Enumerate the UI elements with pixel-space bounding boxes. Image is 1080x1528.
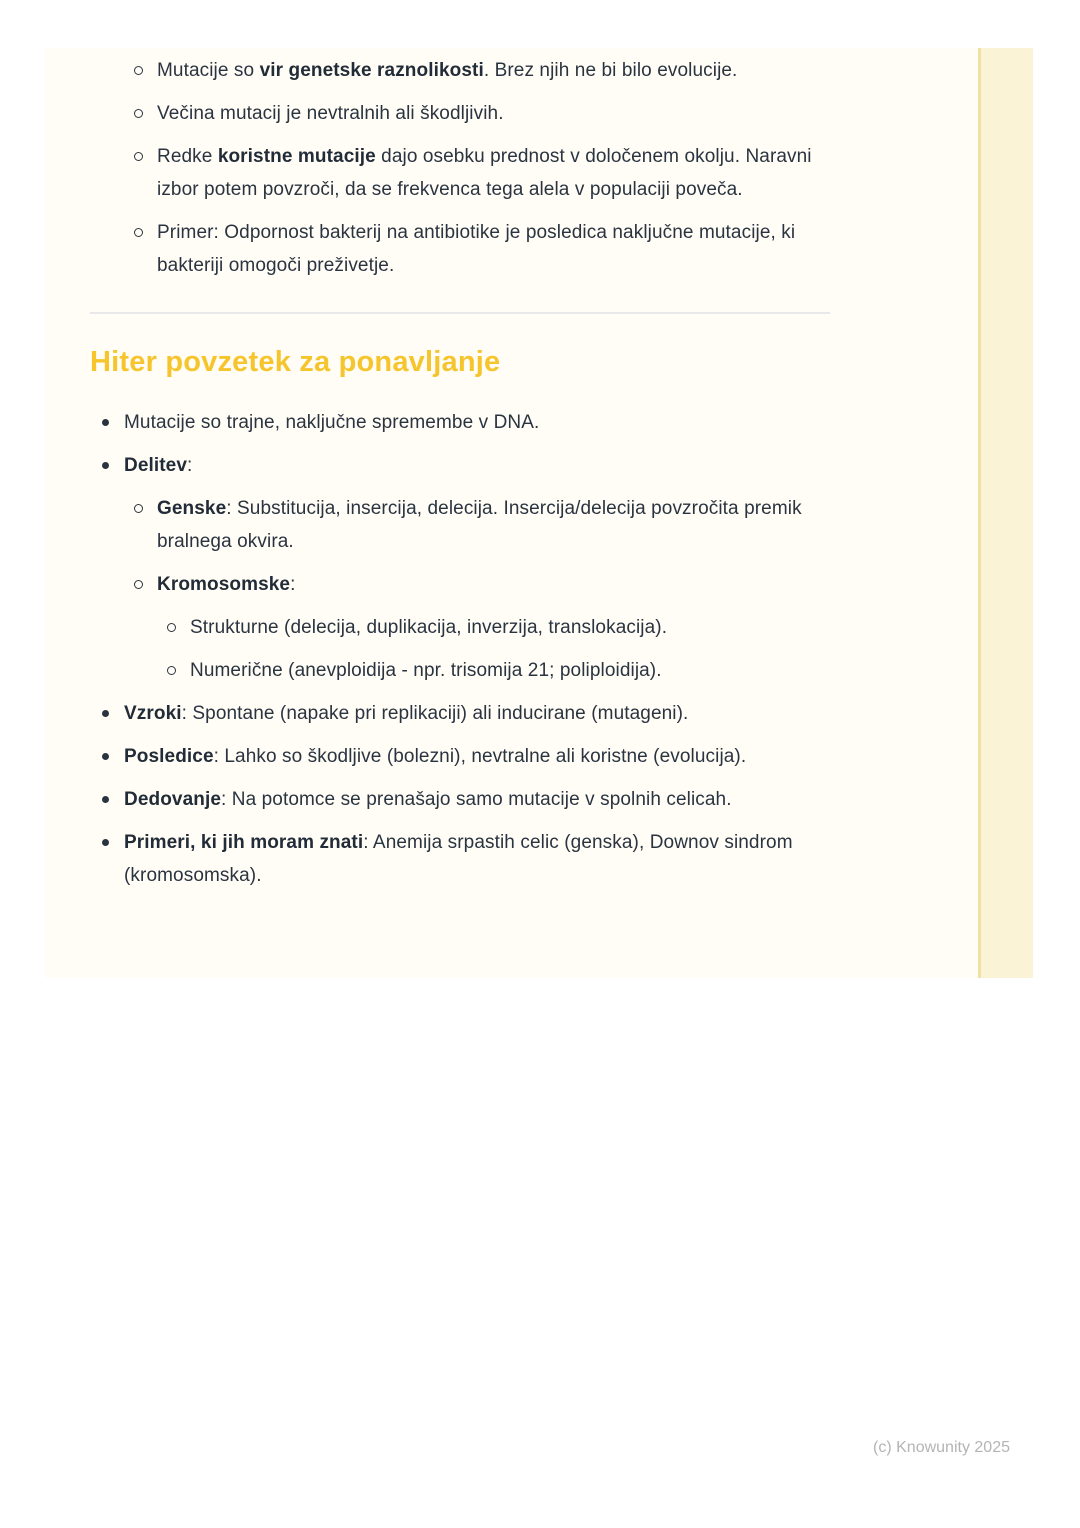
copyright-text: (c) Knowunity 2025 — [873, 1439, 1010, 1456]
list-item-text: Genske: Substitucija, insercija, delecija. Insercija/delecija povzročita premik bralnega okvira. — [157, 498, 802, 552]
list-item-text: Numerične (anevploidija - npr. trisomija 21; poliploidija). — [190, 660, 662, 681]
list-item-text: Mutacije so vir genetske raznolikosti. Brez njih ne bi bilo evolucije. — [157, 60, 738, 81]
intro-bullet-list — [45, 54, 978, 282]
list-item-text: Primeri, ki jih moram znati: Anemija srpastih celic (genska), Downov sindrom (kromosomska). — [124, 832, 793, 886]
disc-bullet-icon — [102, 462, 109, 469]
list-item-text: Kromosomske: — [157, 574, 296, 595]
disc-bullet-icon — [102, 839, 109, 846]
list-item-text: Mutacije so trajne, naključne spremembe v DNA. — [124, 412, 540, 433]
list-item — [45, 54, 815, 87]
list-item-text: Dedovanje: Na potomce se prenašajo samo mutacije v spolnih celicah. — [124, 789, 732, 810]
disc-bullet-icon — [102, 796, 109, 803]
disc-bullet-icon — [102, 710, 109, 717]
list-item — [45, 826, 824, 892]
list-item — [45, 449, 824, 482]
list-item — [45, 697, 824, 730]
list-item-text: Strukturne (delecija, duplikacija, inverzija, translokacija). — [190, 617, 668, 638]
list-item — [45, 406, 824, 439]
list-item — [45, 611, 925, 644]
section-heading: Hiter povzetek za ponavljanje — [90, 346, 501, 378]
list-item — [45, 740, 824, 773]
summary-bullet-list — [45, 406, 978, 892]
circle-bullet-icon — [134, 228, 143, 237]
circle-bullet-icon — [167, 623, 176, 632]
list-item — [45, 568, 815, 601]
notes-page-card — [45, 48, 1033, 978]
circle-bullet-icon — [134, 152, 143, 161]
list-item-text: Večina mutacij je nevtralnih ali škodljivih. — [157, 103, 504, 124]
circle-bullet-icon — [167, 666, 176, 675]
page-content — [45, 54, 978, 902]
list-item — [45, 97, 815, 130]
list-item-text: Primer: Odpornost bakterij na antibiotike je posledica naključne mutacije, ki bakteriji omogoči preživetje. — [157, 222, 796, 276]
right-accent-stripe — [978, 48, 1033, 978]
list-item-text: Delitev: — [124, 455, 193, 476]
list-item-text: Vzroki: Spontane (napake pri replikaciji) ali inducirane (mutageni). — [124, 703, 689, 724]
section-divider — [90, 312, 830, 314]
list-item-text: Posledice: Lahko so škodljive (bolezni), nevtralne ali koristne (evolucija). — [124, 746, 747, 767]
disc-bullet-icon — [102, 753, 109, 760]
list-item-text: Redke koristne mutacije dajo osebku prednost v določenem okolju. Naravni izbor potem povzroči, da se frekvenca tega alela v populaciji poveča. — [157, 146, 812, 200]
list-item — [45, 783, 824, 816]
disc-bullet-icon — [102, 419, 109, 426]
list-item — [45, 140, 815, 206]
circle-bullet-icon — [134, 580, 143, 589]
circle-bullet-icon — [134, 504, 143, 513]
list-item — [45, 654, 925, 687]
list-item — [45, 216, 815, 282]
circle-bullet-icon — [134, 109, 143, 118]
circle-bullet-icon — [134, 66, 143, 75]
list-item — [45, 492, 815, 558]
